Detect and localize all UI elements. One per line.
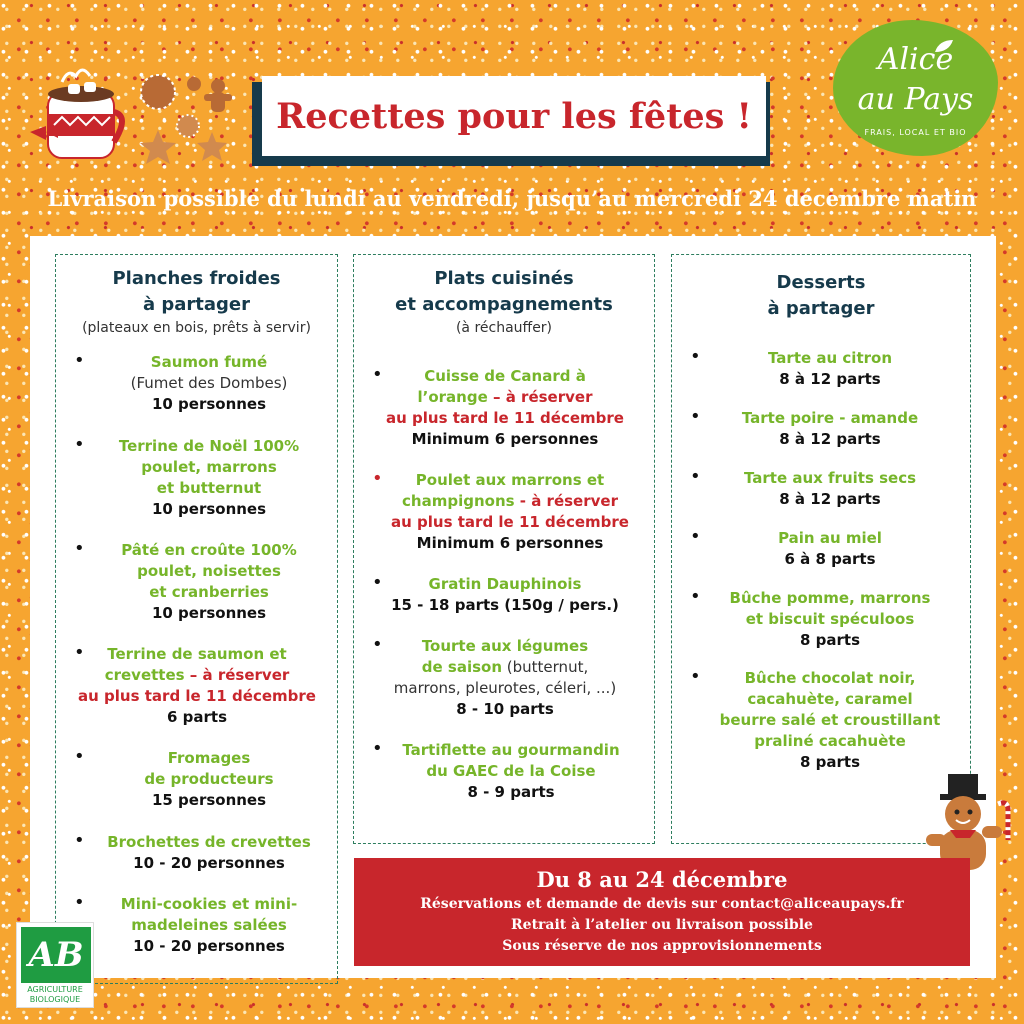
bullet: •	[372, 634, 383, 655]
item-quantity: 8 parts	[799, 631, 860, 649]
list-item	[690, 408, 970, 450]
item-name: beurre salé et croustillant	[719, 711, 941, 729]
item-quantity: 8 parts	[799, 753, 860, 771]
item-name: Gratin Dauphinois	[428, 575, 582, 593]
item-quantity: 8 à 12 parts	[779, 430, 881, 448]
bullet: •	[74, 538, 85, 559]
heading-line: Plats cuisinés	[434, 268, 574, 289]
item-name: et biscuit spéculoos	[745, 610, 915, 628]
bullet: •	[690, 666, 701, 687]
list-item	[364, 366, 646, 450]
item-name: Poulet aux marrons et	[415, 471, 605, 489]
bullet: •	[372, 364, 383, 385]
column-heading	[671, 270, 971, 322]
item-name: Brochettes de crevettes	[107, 833, 311, 851]
item-quantity: 10 personnes	[151, 395, 267, 413]
item-name: crevettes	[104, 666, 185, 684]
item-name: de saison	[421, 658, 503, 676]
bullet: •	[690, 406, 701, 427]
ab-letters: AB	[21, 927, 91, 983]
item-name: madeleines salées	[131, 916, 287, 934]
item-detail: marrons, pleurotes, céleri, ...)	[393, 679, 617, 697]
item-name: et butternut	[156, 479, 262, 497]
reservation-heading: Du 8 au 24 décembre	[536, 867, 788, 892]
item-quantity: Minimum 6 personnes	[416, 534, 604, 552]
list-item	[690, 528, 970, 570]
item-name: Tartiflette au gourmandin	[402, 741, 620, 759]
ab-organic-logo	[16, 922, 94, 1008]
bullet: •	[372, 738, 383, 759]
hot-chocolate-mug-icon	[22, 62, 134, 172]
heading-line: à partager	[142, 294, 251, 315]
reserve-deadline: au plus tard le 11 décembre	[386, 409, 624, 427]
bullet: •	[74, 746, 85, 767]
item-quantity: 6 parts	[166, 708, 227, 726]
item-name: Tarte aux fruits secs	[743, 469, 917, 487]
list-item	[80, 832, 338, 874]
list-item	[80, 540, 338, 624]
reservation-pickup: Retrait à l’atelier ou livraison possible	[511, 917, 813, 933]
list-item	[690, 348, 970, 390]
gingerbread-cookies-icon	[138, 70, 238, 170]
item-name: Pâté en croûte 100%	[121, 541, 297, 559]
list-item	[364, 636, 646, 720]
item-name: Tourte aux légumes	[421, 637, 589, 655]
reservation-contact: Réservations et demande de devis sur contact@aliceaupays.fr	[420, 896, 904, 912]
page-title: Recettes pour les fêtes !	[276, 95, 752, 137]
column-heading	[55, 266, 338, 318]
item-quantity: Minimum 6 personnes	[411, 430, 599, 448]
ab-line1: AGRICULTURE	[27, 985, 83, 994]
item-quantity: 10 - 20 personnes	[133, 854, 285, 872]
item-quantity: 15 personnes	[151, 791, 267, 809]
item-name: Tarte poire - amande	[741, 409, 919, 427]
reserve-deadline: au plus tard le 11 décembre	[391, 513, 629, 531]
list-item	[690, 588, 970, 651]
item-detail: (Fumet des Dombes)	[130, 374, 288, 392]
bullet: •	[74, 830, 85, 851]
bullet: •	[74, 892, 85, 913]
item-name: Terrine de Noël 100%	[118, 437, 300, 455]
item-quantity: 10 personnes	[151, 500, 267, 518]
logo-tagline: FRAIS, LOCAL ET BIO	[864, 128, 967, 137]
heading-line: Planches froides	[112, 268, 281, 289]
item-name: Pain au miel	[778, 529, 882, 547]
bullet: •	[74, 350, 85, 371]
alice-au-pays-logo	[833, 20, 998, 156]
item-name: Cuisse de Canard à	[424, 367, 586, 385]
reserve-deadline: au plus tard le 11 décembre	[78, 687, 316, 705]
item-name: champignons	[402, 492, 515, 510]
reservation-disclaimer: Sous réserve de nos approvisionnements	[502, 938, 822, 954]
item-name: Saumon fumé	[150, 353, 268, 371]
bullet: •	[74, 642, 85, 663]
reserve-note: – à réserver	[487, 388, 593, 406]
item-name: l’orange	[417, 388, 488, 406]
item-name: cacahuète, caramel	[747, 690, 913, 708]
column-note: (plateaux en bois, prêts à servir)	[82, 320, 311, 336]
title-box	[262, 76, 766, 156]
item-name: Terrine de saumon et	[107, 645, 287, 663]
heading-line: à partager	[767, 298, 875, 319]
bullet: •	[372, 572, 383, 593]
heading-line: et accompagnements	[395, 294, 613, 315]
list-item	[80, 436, 338, 520]
item-quantity: 10 personnes	[151, 604, 267, 622]
item-detail: (butternut,	[502, 658, 589, 676]
item-name: de producteurs	[144, 770, 274, 788]
logo-line1: Alice	[877, 42, 954, 77]
list-item	[80, 352, 338, 415]
list-item	[690, 668, 970, 773]
item-name: poulet, marrons	[141, 458, 277, 476]
item-name: Mini-cookies et mini-	[120, 895, 298, 913]
heading-line: Desserts	[776, 272, 866, 293]
item-name: poulet, noisettes	[137, 562, 281, 580]
item-quantity: 6 à 8 parts	[784, 550, 876, 568]
column-heading	[353, 266, 655, 318]
bullet: •	[690, 526, 701, 547]
item-name: Fromages	[167, 749, 251, 767]
item-quantity: 10 - 20 personnes	[133, 937, 285, 955]
bullet: •	[690, 466, 701, 487]
item-name: et cranberries	[149, 583, 269, 601]
item-quantity: 8 à 12 parts	[779, 490, 881, 508]
list-item	[690, 468, 970, 510]
item-name: Bûche pomme, marrons	[729, 589, 931, 607]
list-item	[376, 740, 646, 803]
item-name: Tarte au citron	[768, 349, 892, 367]
item-quantity: 15 - 18 parts (150g / pers.)	[391, 596, 619, 614]
logo-line2: au Pays	[857, 82, 974, 117]
bullet: •	[690, 586, 701, 607]
bullet: •	[690, 346, 701, 367]
bullet: •	[74, 434, 85, 455]
list-item	[364, 470, 656, 554]
list-item	[62, 644, 332, 728]
item-quantity: 8 à 12 parts	[779, 370, 881, 388]
list-item	[364, 574, 646, 616]
list-item	[80, 894, 338, 957]
delivery-subtitle: Livraison possible du lundi au vendredi, jusqu’au mercredi 24 décembre matin	[47, 186, 977, 211]
reservation-box	[354, 858, 970, 966]
reserve-note: – à réserver	[184, 666, 290, 684]
ab-line2: BIOLOGIQUE	[29, 995, 81, 1004]
item-name: du GAEC de la Coise	[426, 762, 596, 780]
item-quantity: 8 - 9 parts	[467, 783, 555, 801]
column-note: (à réchauffer)	[455, 320, 553, 336]
reserve-note: - à réserver	[514, 492, 618, 510]
list-item	[80, 748, 338, 811]
item-quantity: 8 - 10 parts	[456, 700, 554, 718]
bullet: •	[372, 468, 383, 489]
item-name: praliné cacahuète	[754, 732, 906, 750]
item-name: Bûche chocolat noir,	[744, 669, 916, 687]
